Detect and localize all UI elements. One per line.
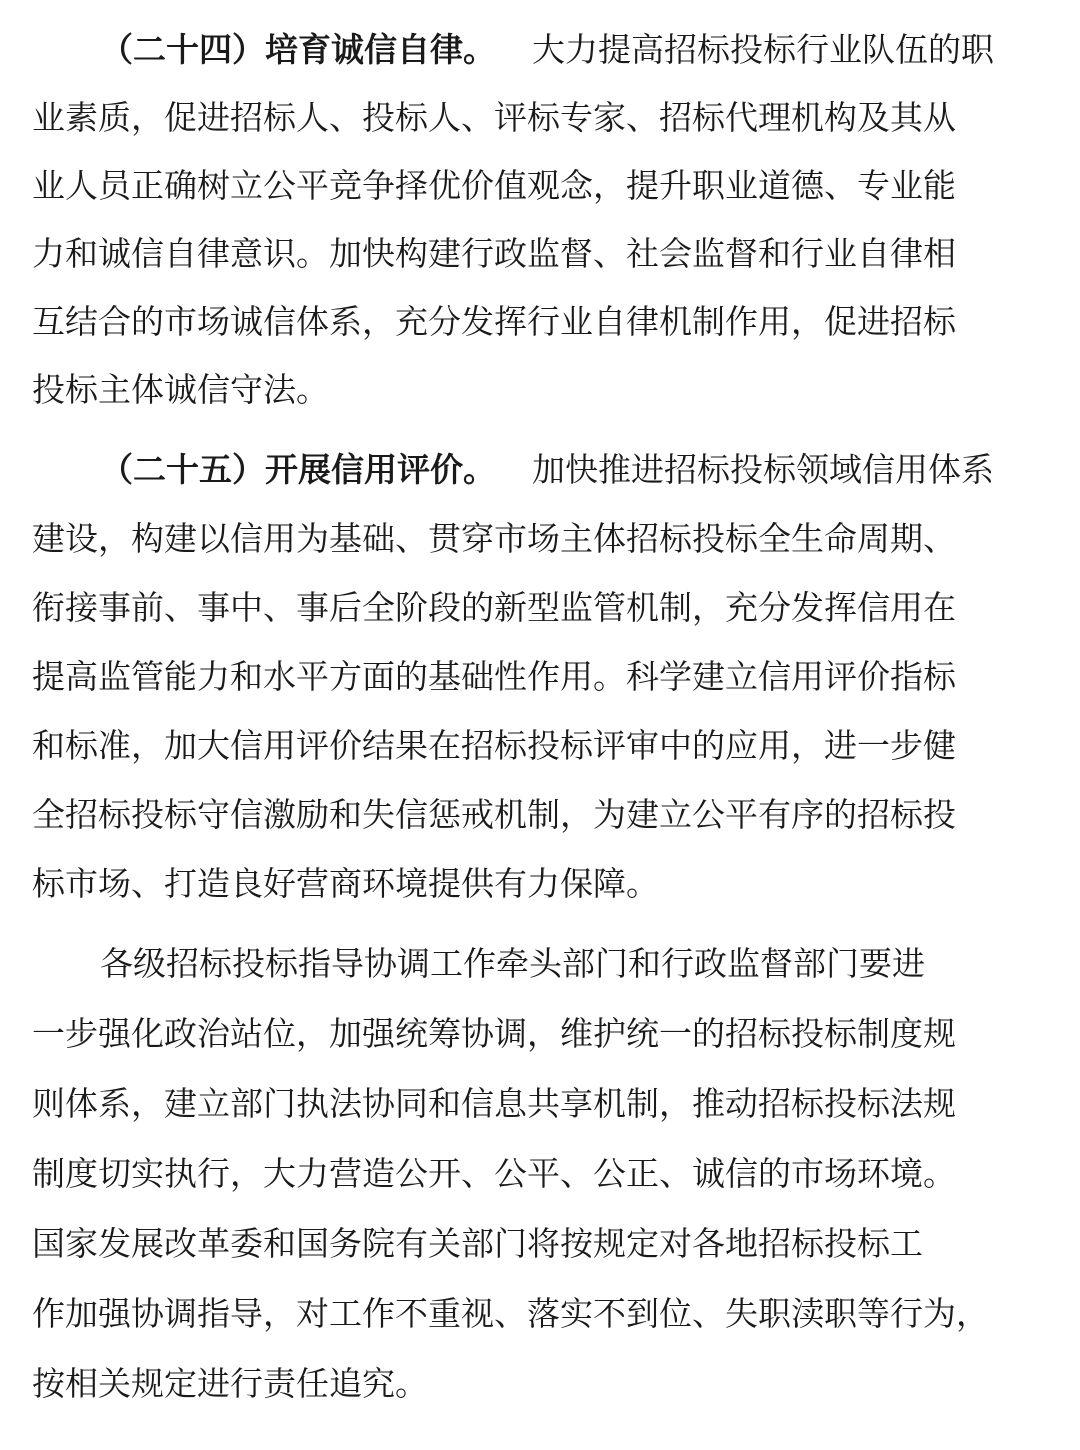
paragraph-2-line-1 <box>0 444 1080 512</box>
paragraph-1-line-3 <box>0 160 1080 228</box>
text-line: 标市场、打造良好营商环境提供有力保障。 <box>32 864 659 903</box>
text-line: 提高监管能力和水平方面的基础性作用。科学建立信用评价指标 <box>32 657 956 696</box>
paragraph-2-line-3 <box>0 582 1080 650</box>
text-line: 业素质，促进招标人、投标人、评标专家、招标代理机构及其从 <box>32 98 956 137</box>
paragraph-2-line-7 <box>0 858 1080 926</box>
paragraph-2-line-5 <box>0 720 1080 788</box>
text-line: 业人员正确树立公平竞争择优价值观念，提升职业道德、专业能 <box>32 166 956 205</box>
text-line: 则体系，建立部门执法协同和信息共享机制，推动招标投标法规 <box>32 1084 956 1123</box>
paragraph-2-line-4 <box>0 651 1080 719</box>
paragraph-1-line-4 <box>0 228 1080 296</box>
paragraph-1-line-5 <box>0 296 1080 364</box>
section-heading-24: （二十四）培育诚信自律。 <box>100 30 496 69</box>
paragraph-3-line-4 <box>0 1148 1080 1216</box>
text-line: 大力提高招标投标行业队伍的职 <box>532 30 994 69</box>
text-line: 投标主体诚信守法。 <box>32 370 329 409</box>
text-line: 加快推进招标投标领域信用体系 <box>532 450 994 489</box>
paragraph-2-line-6 <box>0 789 1080 857</box>
text-line: 力和诚信自律意识。加快构建行政监督、社会监督和行业自律相 <box>32 234 956 273</box>
text-line: 和标准，加大信用评价结果在招标投标评审中的应用，进一步健 <box>32 726 956 765</box>
paragraph-3-line-5 <box>0 1218 1080 1286</box>
paragraph-1-line-1 <box>0 24 1080 92</box>
paragraph-1-line-2 <box>0 92 1080 160</box>
paragraph-3-line-1 <box>0 938 1080 1006</box>
section-heading-25: （二十五）开展信用评价。 <box>100 450 496 489</box>
paragraph-3-line-7 <box>0 1358 1080 1426</box>
text-line: 制度切实执行，大力营造公开、公平、公正、诚信的市场环境。 <box>32 1154 956 1193</box>
text-line: 作加强协调指导，对工作不重视、落实不到位、失职渎职等行为， <box>32 1294 989 1333</box>
text-line: 建设，构建以信用为基础、贯穿市场主体招标投标全生命周期、 <box>32 519 956 558</box>
text-line: 各级招标投标指导协调工作牵头部门和行政监督部门要进 <box>100 944 925 983</box>
text-line: 衔接事前、事中、事后全阶段的新型监管机制，充分发挥信用在 <box>32 588 956 627</box>
text-line: 按相关规定进行责任追究。 <box>32 1364 428 1403</box>
paragraph-3-line-2 <box>0 1008 1080 1076</box>
text-line: 一步强化政治站位，加强统筹协调，维护统一的招标投标制度规 <box>32 1014 956 1053</box>
text-line: 互结合的市场诚信体系，充分发挥行业自律机制作用，促进招标 <box>32 302 956 341</box>
text-line: 国家发展改革委和国务院有关部门将按规定对各地招标投标工 <box>32 1224 923 1263</box>
paragraph-2-line-2 <box>0 513 1080 581</box>
paragraph-3-line-3 <box>0 1078 1080 1146</box>
paragraph-1-line-6 <box>0 364 1080 432</box>
text-line: 全招标投标守信激励和失信惩戒机制，为建立公平有序的招标投 <box>32 795 956 834</box>
paragraph-3-line-6 <box>0 1288 1080 1356</box>
